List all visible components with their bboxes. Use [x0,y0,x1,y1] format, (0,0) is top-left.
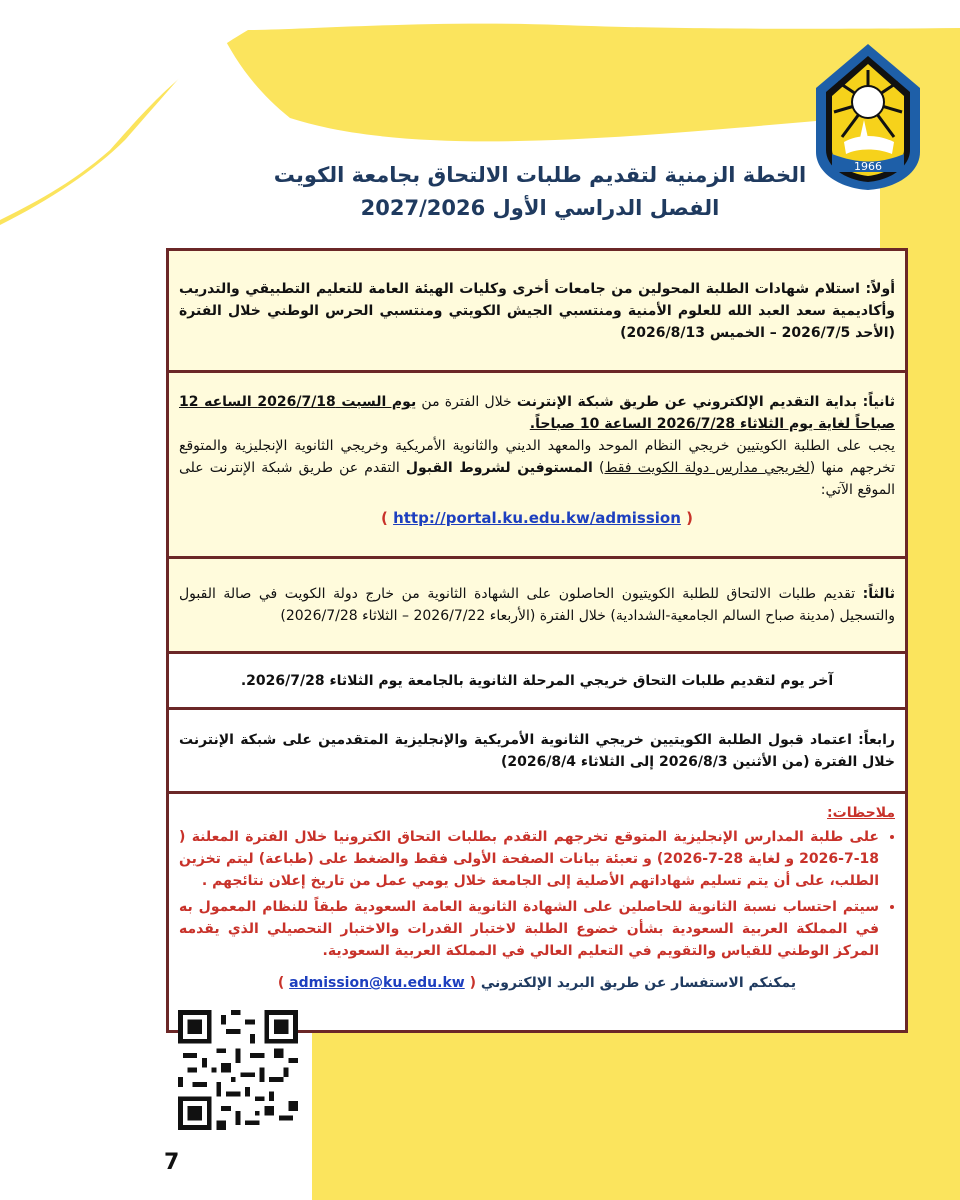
page-number: 7 [164,1150,180,1175]
section-second-body-underlined: لخريجي مدارس دولة الكويت فقط [604,460,810,476]
section-third-text: تقديم طلبات الالتحاق للطلبة الكويتيون الحاصلون على الشهادة الثانوية من خارج دولة الكويت في صالة القبول والتسجيل (مدينة صباح السالم الجامعية-الشدادية) خلال الفترة (الأربعاء 2026/7/22 – الثلاثاء 2026/7/28) [179,586,895,624]
email-open-paren: ( [469,975,476,991]
schedule-table [166,248,908,1033]
link-close-paren: ) [686,509,694,527]
admission-link-row [179,507,895,529]
section-second [169,373,905,559]
note-item: • سيتم احتساب نسبة الثانوية للحاصلين على الشهادة الثانوية العامة السعودية طبقاً للنظام المعمول به في المملكة العربية السعودية بشأن خضوع الطلبة لاختبار القدرات والاختبار التحصيلي الذي يقدمه المركز الوطني للقياس والتقويم في التعليم العالي في المملكة العربية السعودية. [179,896,879,962]
notes-list [179,826,895,962]
section-second-dates: يوم السبت 2026/7/18 الساعه 12 صباحاً لغاية يوم الثلاثاء 2026/7/28 الساعة 10 صباحاً. [179,394,895,432]
section-last-day-text: آخر يوم لتقديم طلبات التحاق خريجي المرحلة الثانوية بالجامعة يوم الثلاثاء 2026/7/28. [240,672,834,689]
section-notes [169,794,905,1030]
admission-portal-link[interactable]: http://portal.ku.edu.kw/admission [393,509,681,527]
section-first-text: أولاً: استلام شهادات الطلبة المحولين من جامعات أخرى وكليات الهيئة العامة للتعليم التطبيقي والتدريب وأكاديمية سعد العبد الله للعلوم الأمنية ومنتسبي الجيش الكويتي ومنتسبي الحرس الوطني خلال الفترة (الأحد 2026/7/5 – الخميس 2026/8/13) [179,280,895,341]
section-second-body-2: ) [592,460,605,476]
section-first [169,251,905,373]
section-third [169,559,905,654]
notes-heading: ملاحظات: [827,805,895,821]
section-second-body-3: التقدم عن طريق شبكة الإنترنت على الموقع الآتي: [179,460,895,498]
page-title: الخطة الزمنية لتقديم طلبات الالتحاق بجامعة الكويت [273,163,807,187]
email-prefix: يمكنكم الاستفسار عن طريق البريد الإلكتروني [480,975,797,991]
section-second-mid: خلال الفترة من [416,394,517,410]
section-second-body-1: يجب على الطلبة الكويتيين خريجي النظام الموحد والمعهد الديني والثانوية الأمريكية وخريجي الثانوية الإنجليزية والمتوقع تخرجهم منها ( [179,438,895,476]
note-item: • على طلبة المدارس الإنجليزية المتوقع تخرجهم التقدم بطلبات التحاق الكترونيا خلال الفترة المعلنة ( 18-7-2026 و لغاية 28-7-2026) و تعبئة بيانات الصفحة الأولى فقط والضغط على (طباعة) ليتم تخزين الطلب، على أن يتم تسليم شهاداتهم الأصلية إلى الجامعة خلال يومي عمل من تاريخ إعلان نتائجهم . [179,826,879,892]
section-second-body-bold: المستوفين لشروط القبول [405,460,593,476]
page-subtitle: الفصل الدراسي الأول 2027/2026 [360,196,720,220]
qr-code[interactable] [178,1010,298,1130]
email-link[interactable]: admission@ku.edu.kw [289,975,465,991]
email-close-paren: ) [277,975,285,991]
section-last-day [169,654,905,710]
logo-year: 1966 [854,160,882,173]
section-fourth-text: رابعاً: اعتماد قبول الطلبة الكويتيين خريجي الثانوية الأمريكية والإنجليزية المتقدمين على شبكة الإنترنت خلال الفترة (من الأثنين 2026/8/3 إلى الثلاثاء 2026/8/4) [179,731,895,770]
email-line [179,972,895,994]
section-third-lead: ثالثاً: [862,586,895,602]
section-fourth [169,710,905,794]
link-open-paren: ( [380,509,388,527]
section-second-lead: ثانياً: بداية التقديم الإلكتروني عن طريق شبكة الإنترنت [516,394,895,410]
university-logo [808,42,928,192]
